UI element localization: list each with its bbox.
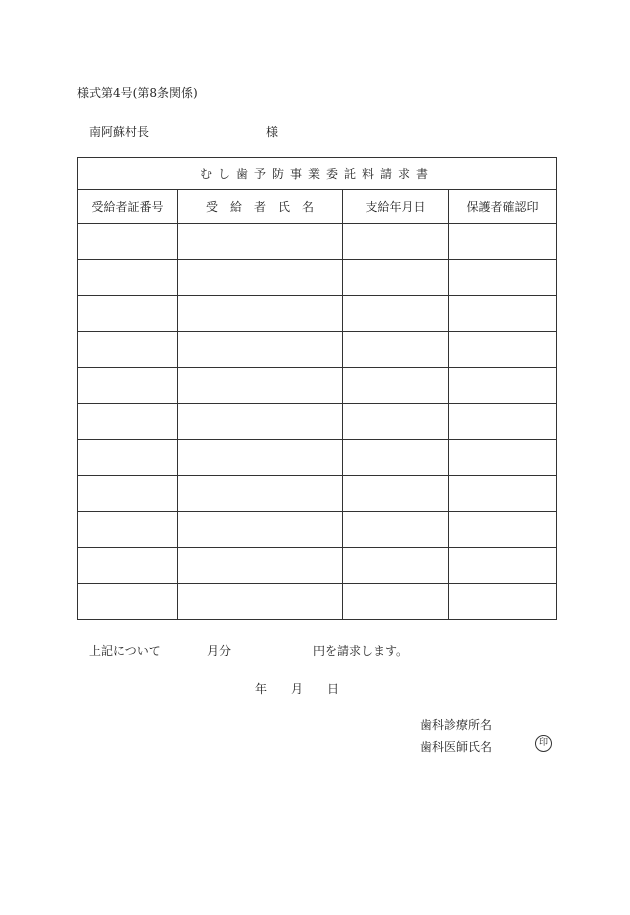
date-line (255, 680, 339, 697)
certificate-number-cell (78, 440, 178, 476)
guardian-seal-cell (449, 440, 557, 476)
table-row (78, 440, 557, 476)
certificate-number-cell (78, 584, 178, 620)
table-row (78, 512, 557, 548)
table-row (78, 260, 557, 296)
guardian-seal-cell (449, 224, 557, 260)
payment-date-cell (343, 440, 449, 476)
claim-table (77, 157, 557, 620)
recipient-name-cell (178, 440, 343, 476)
recipient-name-cell (178, 512, 343, 548)
table-row (78, 224, 557, 260)
certificate-number-cell (78, 548, 178, 584)
dentist-name-label: 歯科医師氏名 (420, 740, 493, 754)
table-row (78, 476, 557, 512)
recipient-name-cell (178, 584, 343, 620)
table-row (78, 368, 557, 404)
guardian-seal-cell (449, 512, 557, 548)
guardian-seal-cell (449, 476, 557, 512)
clinic-name-label: 歯科診療所名 (420, 718, 493, 732)
column-header-guardian-seal: 保護者確認印 (449, 190, 557, 224)
payment-date-cell (343, 260, 449, 296)
payment-date-cell (343, 404, 449, 440)
yen-suffix: 円を請求します。 (313, 644, 409, 658)
guardian-seal-cell (449, 368, 557, 404)
recipient-name-cell (178, 332, 343, 368)
guardian-seal-cell (449, 584, 557, 620)
table-row (78, 404, 557, 440)
date-month: 月 (291, 682, 304, 696)
payment-date-cell (343, 512, 449, 548)
honorific: 様 (266, 125, 279, 139)
recipient-name-cell (178, 224, 343, 260)
guardian-seal-cell (449, 332, 557, 368)
addressee: 南阿蘇村長 (89, 125, 150, 139)
table-title: むし歯予防事業委託料請求書 (78, 158, 557, 190)
certificate-number-cell (78, 404, 178, 440)
column-header-payment-date: 支給年月日 (343, 190, 449, 224)
table-row (78, 332, 557, 368)
column-header-certificate-number: 受給者証番号 (78, 190, 178, 224)
certificate-number-cell (78, 332, 178, 368)
payment-date-cell (343, 476, 449, 512)
table-body (78, 224, 557, 620)
guardian-seal-cell (449, 404, 557, 440)
date-year: 年 (255, 682, 268, 696)
month-suffix: 月分 (207, 644, 232, 658)
recipient-name-cell (178, 368, 343, 404)
date-day: 日 (327, 682, 340, 696)
recipient-name-cell (178, 476, 343, 512)
recipient-name-cell (178, 548, 343, 584)
payment-date-cell (343, 224, 449, 260)
guardian-seal-cell (449, 260, 557, 296)
payment-date-cell (343, 368, 449, 404)
certificate-number-cell (78, 260, 178, 296)
guardian-seal-cell (449, 548, 557, 584)
column-header-recipient-name: 受 給 者 氏 名 (178, 190, 343, 224)
payment-date-cell (343, 296, 449, 332)
certificate-number-cell (78, 224, 178, 260)
form-number: 様式第4号(第8条関係) (77, 86, 198, 100)
guardian-seal-cell (449, 296, 557, 332)
seal-mark: 印 (535, 735, 552, 752)
table-row (78, 548, 557, 584)
payment-date-cell (343, 332, 449, 368)
table-row (78, 584, 557, 620)
recipient-name-cell (178, 260, 343, 296)
statement-prefix: 上記について (89, 644, 161, 658)
certificate-number-cell (78, 368, 178, 404)
certificate-number-cell (78, 296, 178, 332)
certificate-number-cell (78, 476, 178, 512)
payment-date-cell (343, 548, 449, 584)
certificate-number-cell (78, 512, 178, 548)
table-row (78, 296, 557, 332)
payment-date-cell (343, 584, 449, 620)
recipient-name-cell (178, 296, 343, 332)
recipient-name-cell (178, 404, 343, 440)
